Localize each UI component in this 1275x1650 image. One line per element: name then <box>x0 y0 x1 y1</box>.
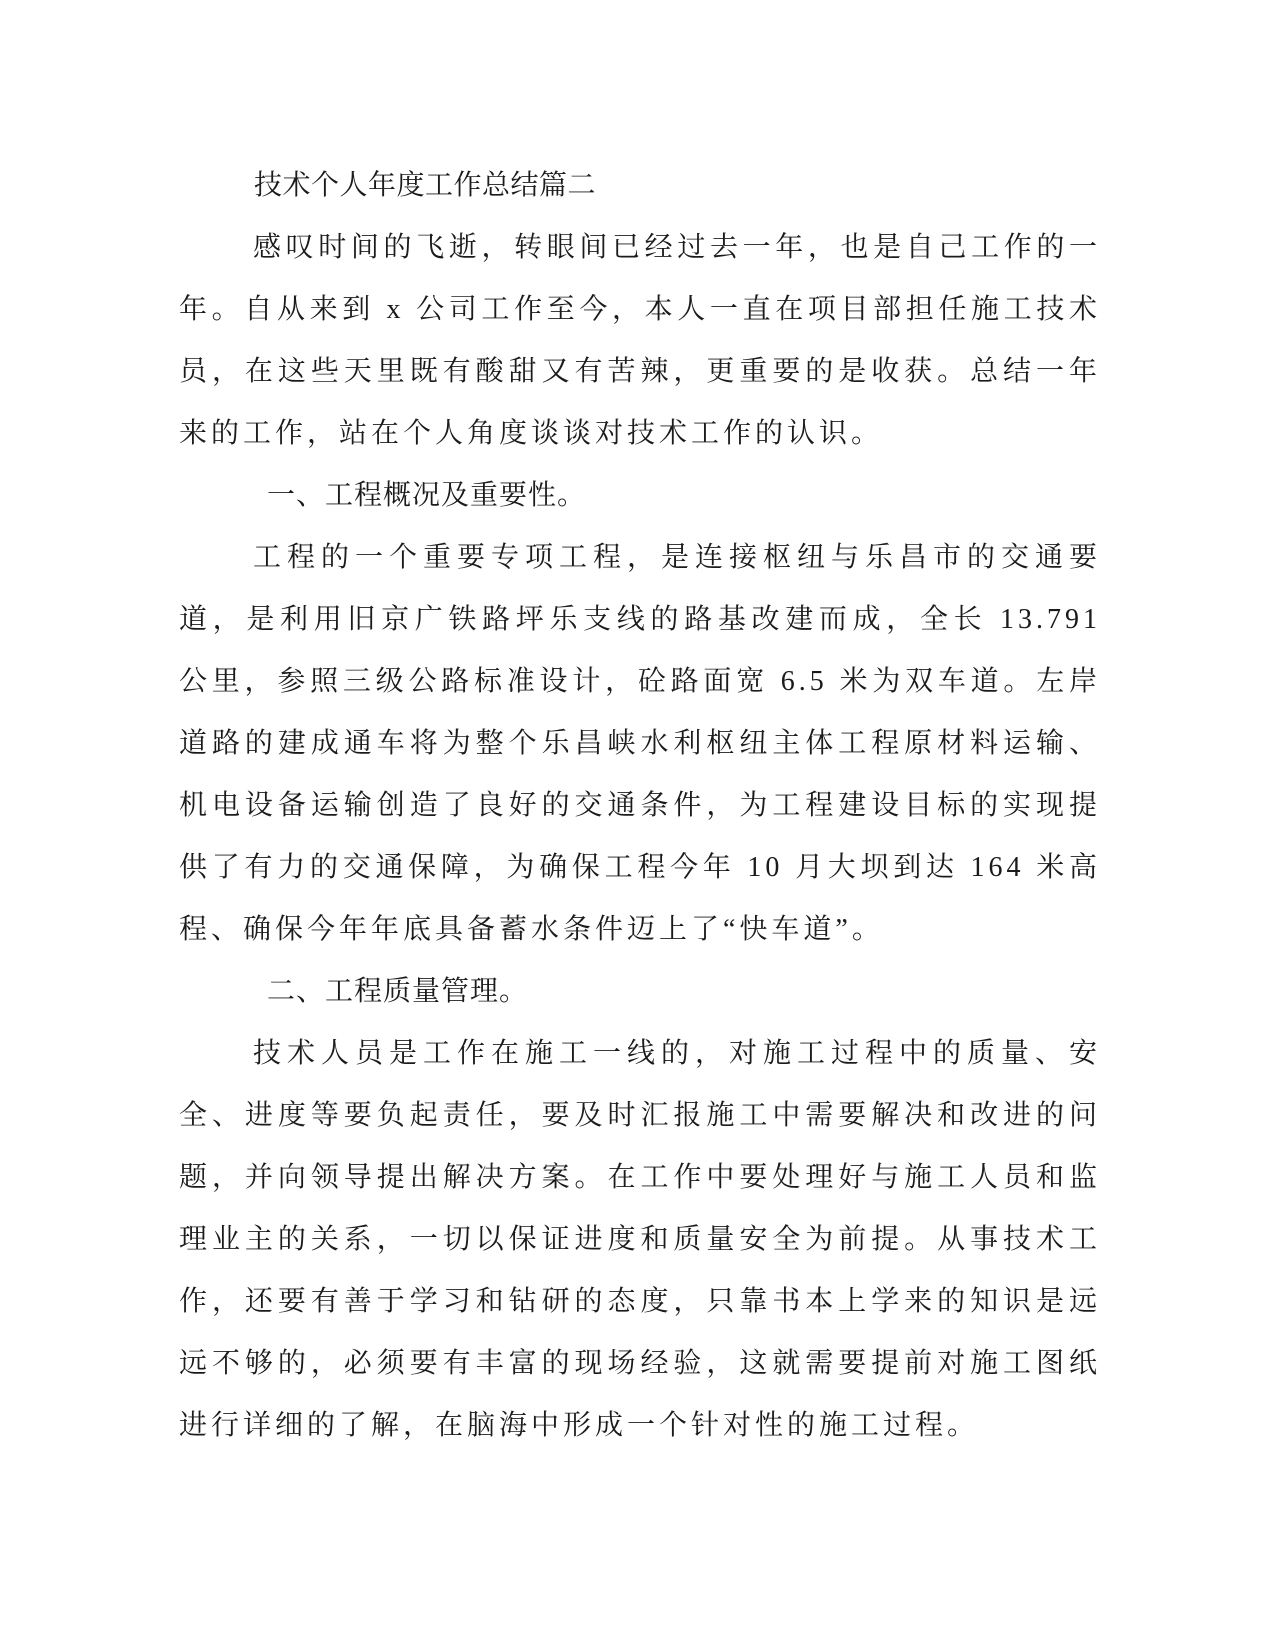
intro-paragraph: 感叹时间的飞逝，转眼间已经过去一年，也是自己工作的一年。自从来到 x 公司工作至今，本人一直在项目部担任施工技术员，在这些天里既有酸甜又有苦辣，更重要的是收获。总结一年来的工作，站在个人角度谈谈对技术工作的认识。 <box>179 232 1101 449</box>
section-2-body: 技术人员是工作在施工一线的，对施工过程中的质量、安全、进度等要负起责任，要及时汇报施工中需要解决和改进的问题，并向领导提出解决方案。在工作中要处理好与施工人员和监理业主的关系，一切以保证进度和质量安全为前提。从事技术工作，还要有善于学习和钻研的态度，只靠书本上学来的知识是远远不够的，必须要有丰富的现场经验，这就需要提前对施工图纸进行详细的了解，在脑海中形成一个针对性的施工过程。 <box>179 1038 1101 1441</box>
document-content <box>179 155 1101 1457</box>
document-title: 技术个人年度工作总结篇二 <box>254 170 597 201</box>
section-1-heading: 一、工程概况及重要性。 <box>267 480 587 511</box>
section-1-body: 工程的一个重要专项工程，是连接枢纽与乐昌市的交通要道，是利用旧京广铁路坪乐支线的路基改建而成，全长 13.791 公里，参照三级公路标准设计，砼路面宽 6.5 米为双车道。左岸道路的建成通车将为整个乐昌峡水利枢纽主体工程原材料运输、机电设备运输创造了良好的交通条件，为工程建设目标的实现提供了有力的交通保障，为确保工程今年 10 月大坝到达 164 米高程、确保今年年底具备蓄水条件迈上了“快车道”。 <box>179 542 1101 945</box>
section-2-heading: 二、工程质量管理。 <box>267 976 529 1007</box>
